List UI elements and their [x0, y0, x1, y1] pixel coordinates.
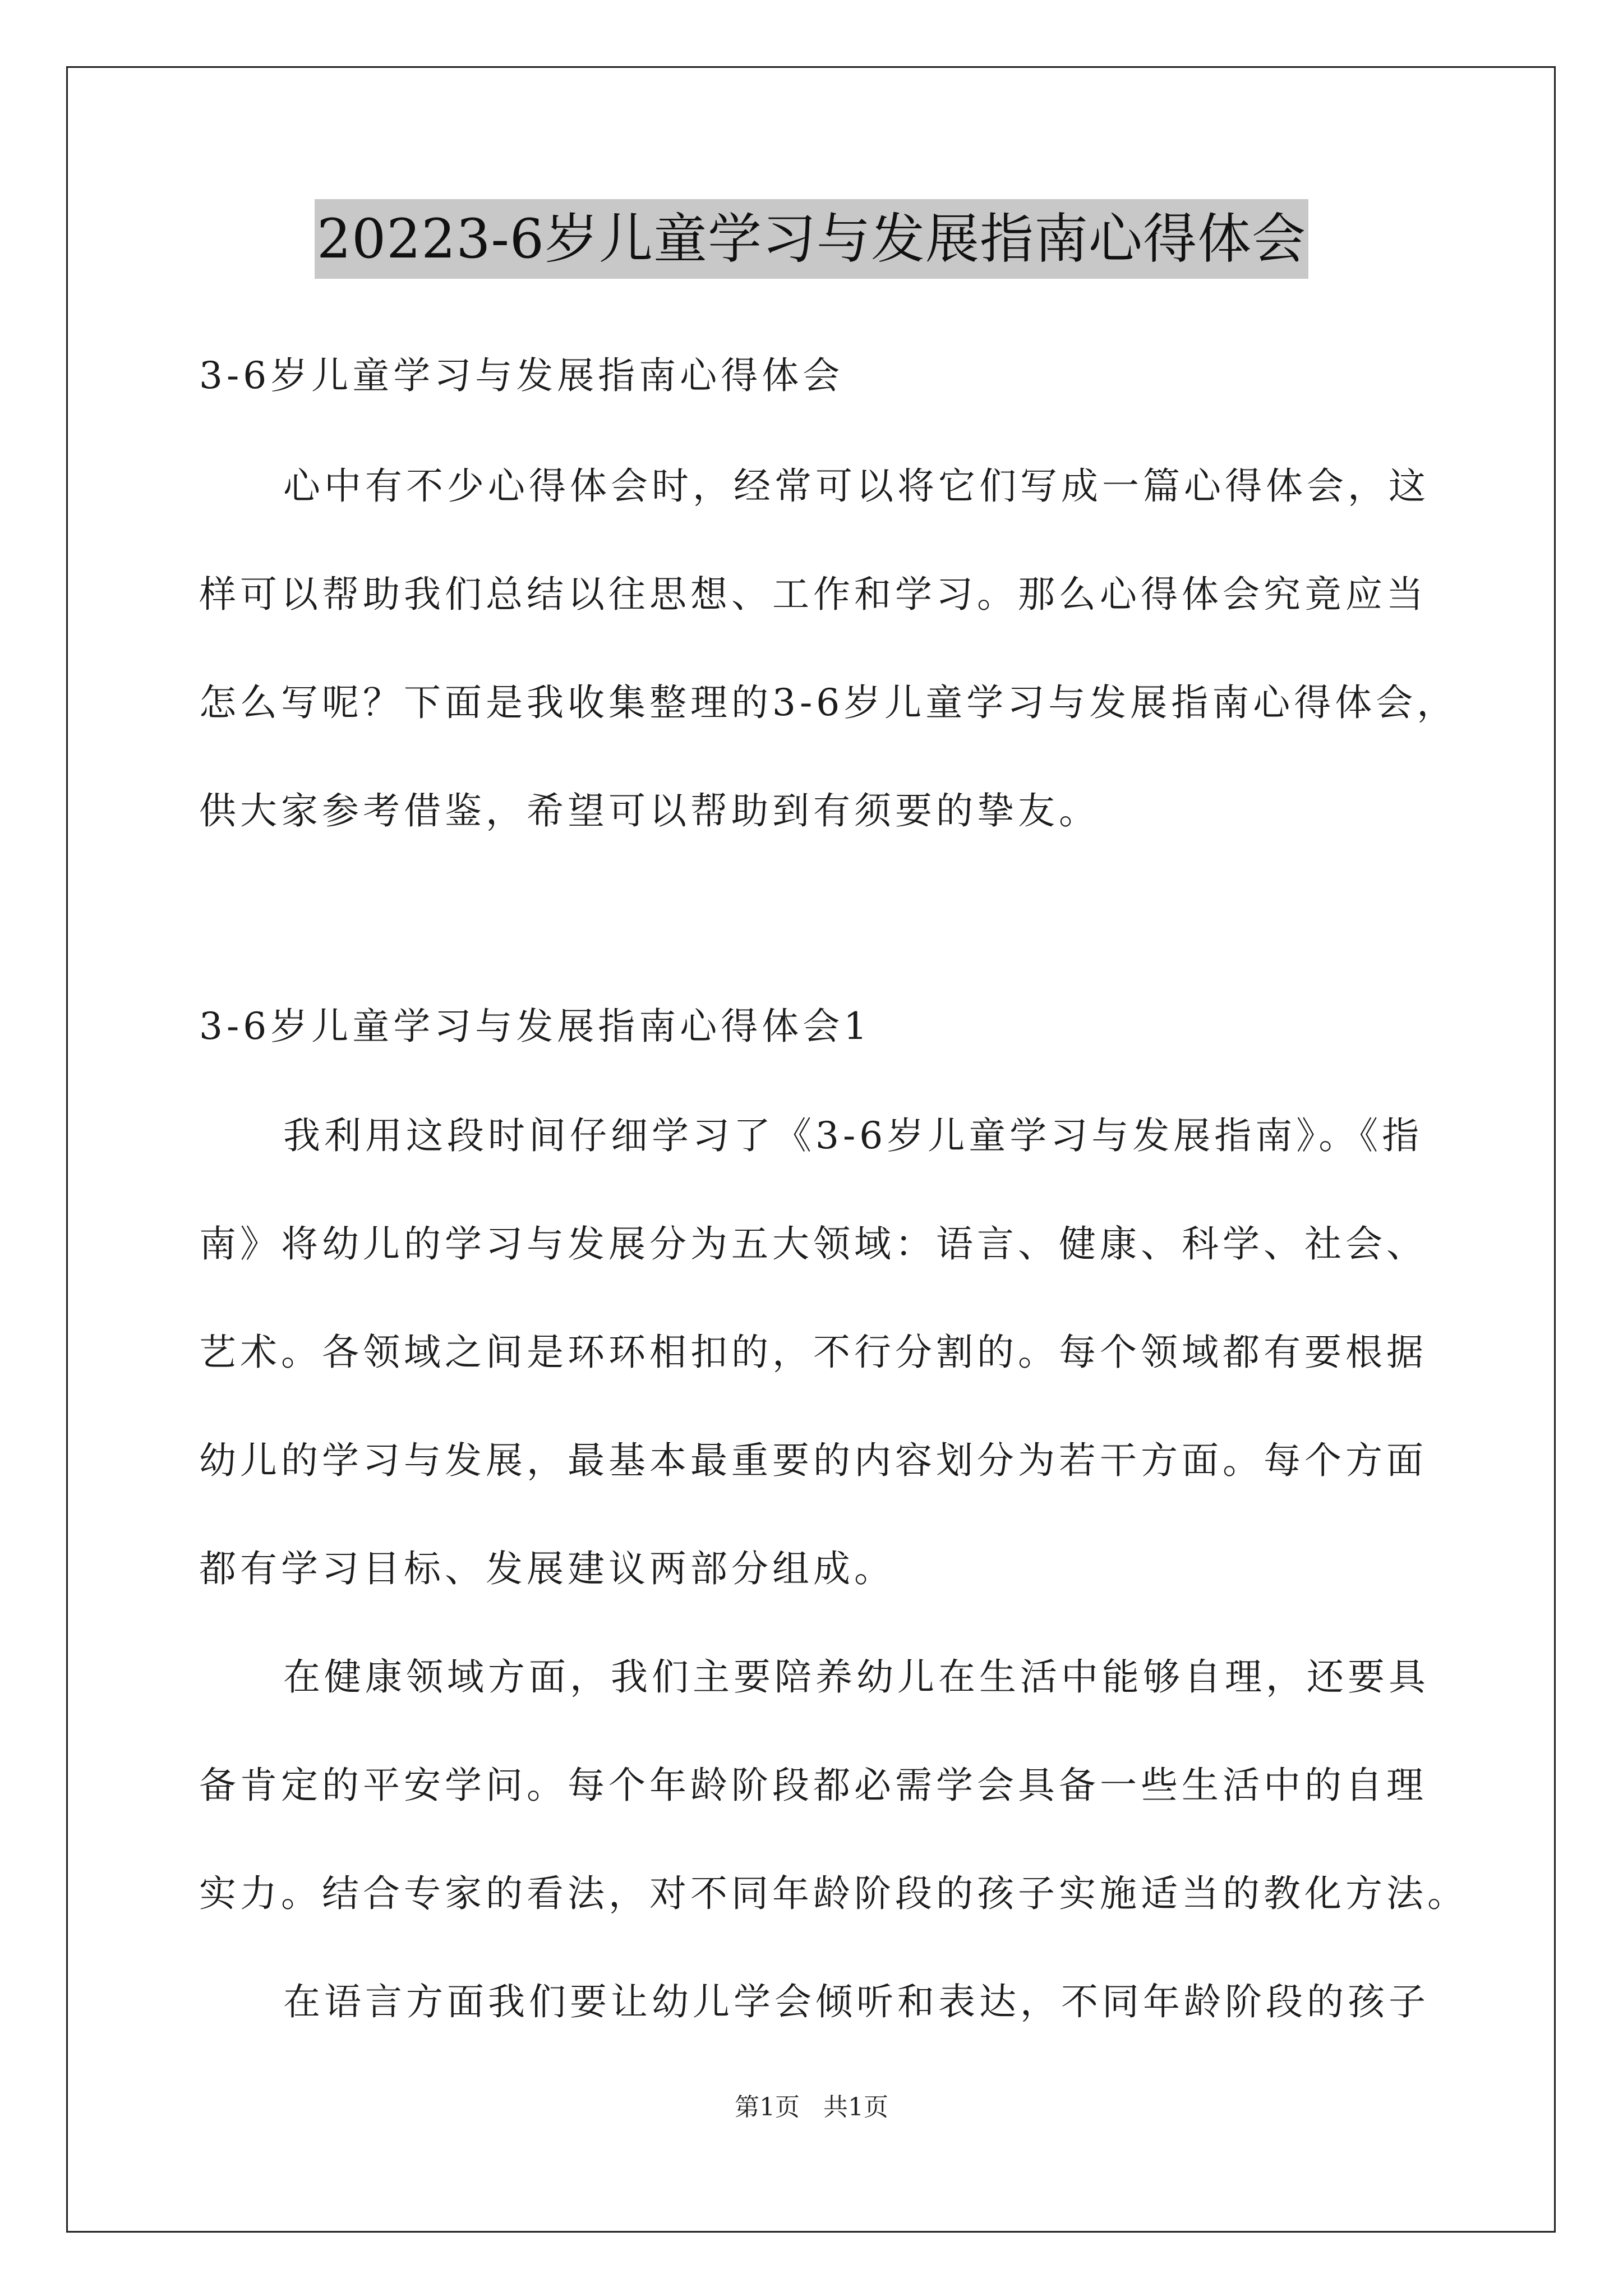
page-footer [0, 2087, 1623, 2123]
paragraph-line: 我利用这段时间仔细学习了《3-6岁儿童学习与发展指南》。《指 [283, 1114, 1423, 1157]
page-total: 共1页 [823, 2093, 888, 2122]
section-heading: 3-6岁儿童学习与发展指南心得体会1 [199, 1005, 872, 1048]
document-title: 20223-6岁儿童学习与发展指南心得体会 [315, 199, 1308, 279]
paragraph-line: 备肯定的平安学问。每个年龄阶段都必需学会具备一些生活中的自理 [199, 1764, 1427, 1807]
intro-line: 样可以帮助我们总结以往思想、工作和学习。那么心得体会究竟应当 [199, 573, 1427, 616]
paragraph-line: 南》将幼儿的学习与发展分为五大领域：语言、健康、科学、社会、 [199, 1222, 1427, 1266]
paragraph-line: 在健康领域方面，我们主要陪养幼儿在生活中能够自理，还要具 [283, 1655, 1430, 1699]
paragraph-line: 在语言方面我们要让幼儿学会倾听和表达，不同年龄阶段的孩子 [283, 1980, 1430, 2023]
subtitle: 3-6岁儿童学习与发展指南心得体会 [199, 354, 844, 397]
paragraph-line: 都有学习目标、发展建议两部分组成。 [199, 1547, 895, 1590]
page-number: 第1页 [735, 2093, 800, 2122]
paragraph-line: 艺术。各领域之间是环环相扣的，不行分割的。每个领域都有要根据 [199, 1331, 1427, 1374]
paragraph-line: 幼儿的学习与发展，最基本最重要的内容划分为若干方面。每个方面 [199, 1439, 1427, 1482]
intro-line: 心中有不少心得体会时，经常可以将它们写成一篇心得体会，这 [283, 464, 1430, 508]
title-container [0, 199, 1623, 279]
intro-line: 怎么写呢？下面是我收集整理的3-6岁儿童学习与发展指南心得体会， [199, 681, 1458, 724]
paragraph-line: 实力。结合专家的看法，对不同年龄阶段的孩子实施适当的教化方法。 [199, 1872, 1468, 1915]
intro-line: 供大家参考借鉴，希望可以帮助到有须要的挚友。 [199, 789, 1100, 832]
